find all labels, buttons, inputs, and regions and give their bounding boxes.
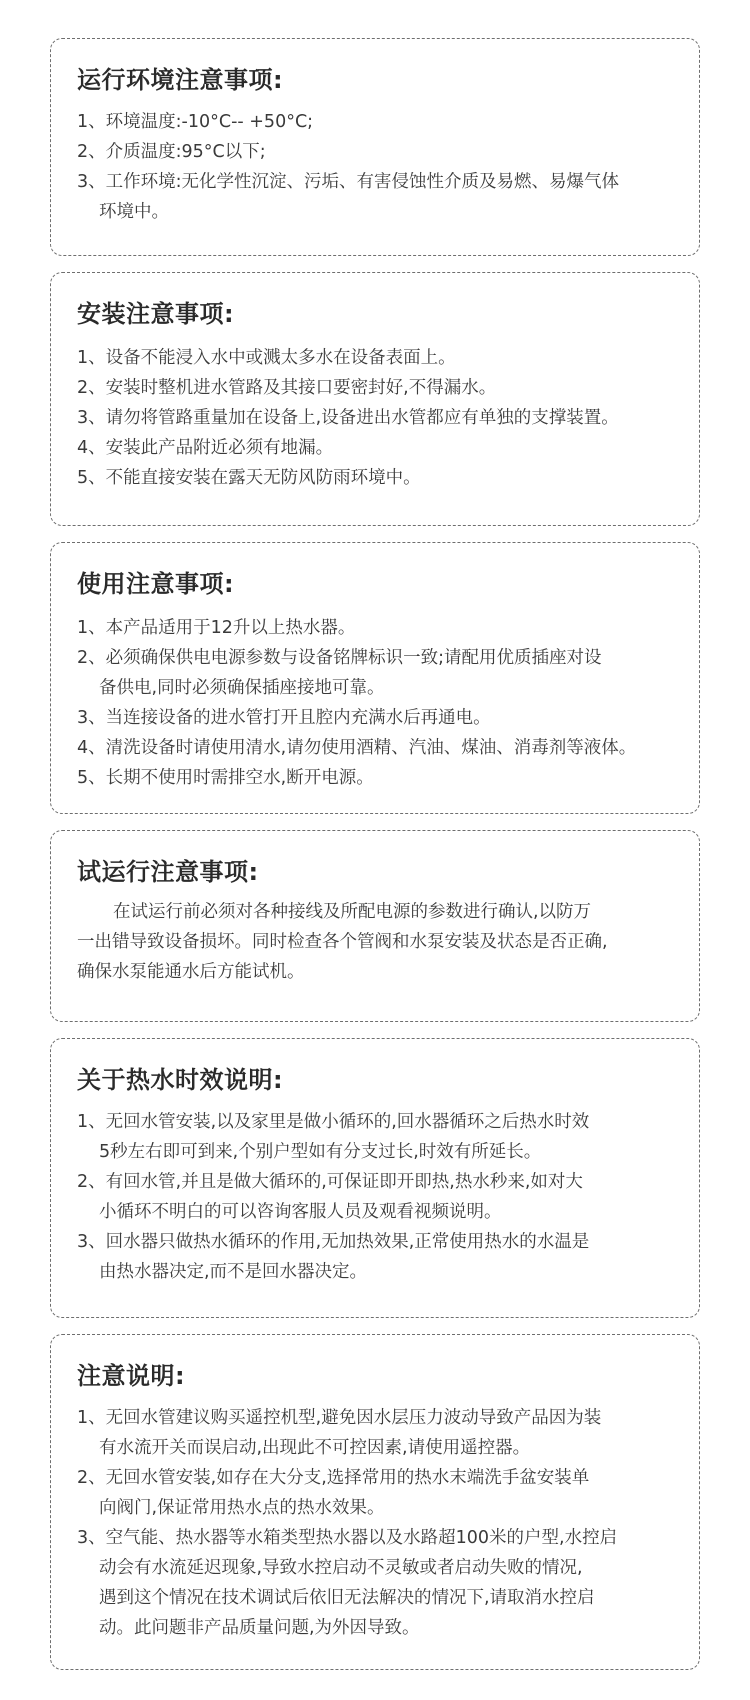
list-item-continuation: 5秒左右即可到来,个别户型如有分支过长,时效有所延长。 — [99, 1142, 542, 1162]
operating-env-title: 运行环境注意事项: — [77, 66, 284, 94]
usage-title: 使用注意事项: — [77, 570, 235, 598]
installation-title: 安装注意事项: — [77, 300, 235, 328]
notes-title: 注意说明: — [77, 1362, 186, 1390]
list-item: 2、安装时整机进水管路及其接口要密封好,不得漏水。 — [77, 378, 497, 398]
list-item: 1、本产品适用于12升以上热水器。 — [77, 618, 356, 638]
list-item: 2、必须确保供电电源参数与设备铭牌标识一致;请配用优质插座对设 — [77, 648, 602, 668]
operating-env-card — [50, 38, 700, 256]
hot-water-title: 关于热水时效说明: — [77, 1066, 284, 1094]
list-item: 4、安装此产品附近必须有地漏。 — [77, 438, 334, 458]
list-item: 1、无回水管安装,以及家里是做小循环的,回水器循环之后热水时效 — [77, 1112, 590, 1132]
trial-run-title: 试运行注意事项: — [77, 858, 259, 886]
list-item: 1、无回水管建议购买遥控机型,避免因水层压力波动导致产品因为装 — [77, 1408, 602, 1428]
list-item-continuation: 向阀门,保证常用热水点的热水效果。 — [99, 1498, 385, 1518]
paragraph-line: 确保水泵能通水后方能试机。 — [77, 962, 305, 982]
list-item-continuation: 备供电,同时必须确保插座接地可靠。 — [99, 678, 385, 698]
list-item: 3、当连接设备的进水管打开且腔内充满水后再通电。 — [77, 708, 491, 728]
list-item: 2、介质温度:95°C以下; — [77, 142, 266, 162]
list-item: 3、回水器只做热水循环的作用,无加热效果,正常使用热水的水温是 — [77, 1232, 590, 1252]
list-item: 1、设备不能浸入水中或溅太多水在设备表面上。 — [77, 348, 456, 368]
installation-card — [50, 272, 700, 526]
hot-water-list — [77, 1107, 675, 1287]
installation-list — [77, 343, 675, 493]
list-item-continuation: 动会有水流延迟现象,导致水控启动不灵敏或者启动失败的情况, — [99, 1558, 583, 1578]
list-item: 1、环境温度:-10°C-- +50°C; — [77, 112, 314, 132]
operating-env-list — [77, 107, 675, 227]
notes-list — [77, 1403, 675, 1643]
hot-water-card — [50, 1038, 700, 1318]
list-item: 2、有回水管,并且是做大循环的,可保证即开即热,热水秒来,如对大 — [77, 1172, 583, 1192]
usage-card — [50, 542, 700, 814]
list-item-continuation: 由热水器决定,而不是回水器决定。 — [99, 1262, 368, 1282]
notes-card — [50, 1334, 700, 1670]
trial-run-paragraph — [77, 897, 675, 987]
trial-run-card — [50, 830, 700, 1022]
usage-list — [77, 613, 675, 793]
list-item: 3、请勿将管路重量加在设备上,设备进出水管都应有单独的支撑装置。 — [77, 408, 619, 428]
list-item: 3、空气能、热水器等水箱类型热水器以及水路超100米的户型,水控启 — [77, 1528, 618, 1548]
list-item: 5、长期不使用时需排空水,断开电源。 — [77, 768, 374, 788]
paragraph-line: 一出错导致设备损坏。同时检查各个管阀和水泵安装及状态是否正确, — [77, 932, 608, 952]
list-item: 2、无回水管安装,如存在大分支,选择常用的热水末端洗手盆安装单 — [77, 1468, 590, 1488]
list-item-continuation: 小循环不明白的可以咨询客服人员及观看视频说明。 — [99, 1202, 502, 1222]
list-item: 5、不能直接安装在露天无防风防雨环境中。 — [77, 468, 421, 488]
list-item-continuation: 有水流开关而误启动,出现此不可控因素,请使用遥控器。 — [99, 1438, 531, 1458]
list-item-continuation: 环境中。 — [99, 202, 169, 222]
list-item-continuation: 遇到这个情况在技术调试后依旧无法解决的情况下,请取消水控启 — [99, 1588, 595, 1608]
list-item: 4、清洗设备时请使用清水,请勿使用酒精、汽油、煤油、消毒剂等液体。 — [77, 738, 637, 758]
list-item: 3、工作环境:无化学性沉淀、污垢、有害侵蚀性介质及易燃、易爆气体 — [77, 172, 620, 192]
paragraph-line: 在试运行前必须对各种接线及所配电源的参数进行确认,以防万 — [113, 902, 592, 922]
list-item-continuation: 动。此问题非产品质量问题,为外因导致。 — [99, 1618, 420, 1638]
